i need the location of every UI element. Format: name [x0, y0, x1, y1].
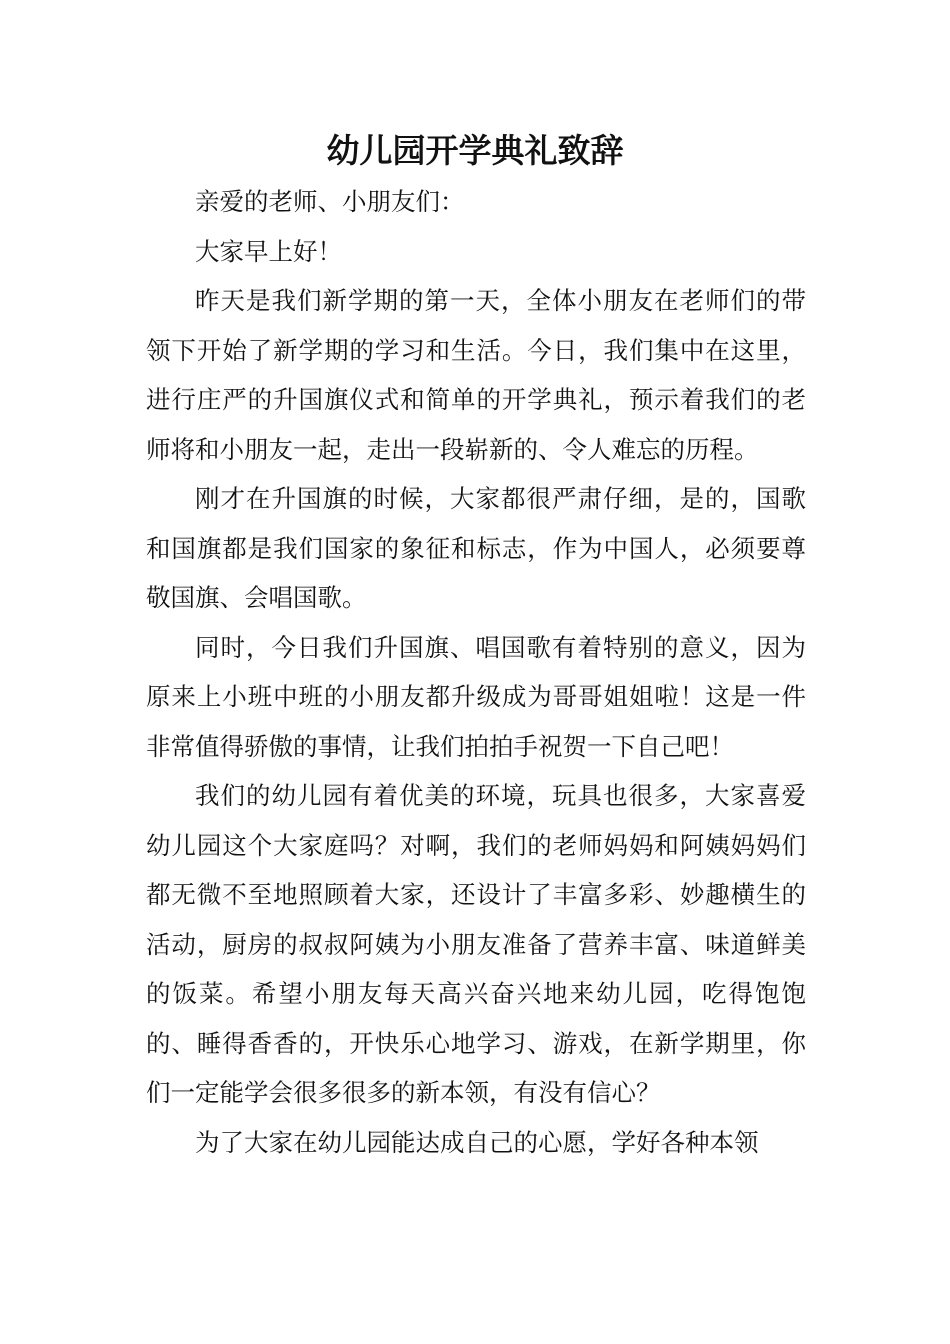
paragraph: 我们的幼儿园有着优美的环境，玩具也很多，大家喜爱幼儿园这个大家庭吗？对啊，我们的老师妈妈和阿姨妈妈们都无微不至地照顾着大家，还设计了丰富多彩、妙趣横生的活动，厨房的叔叔阿姨为小朋友准备了营养丰富、味道鲜美的饭菜。希望小朋友每天高兴奋兴地来幼儿园，吃得饱饱的、睡得香香的，开快乐心地学习、游戏，在新学期里，你们一定能学会很多很多的新本领，有没有信心？ [146, 781, 806, 1107]
paragraph: 刚才在升国旗的时候，大家都很严肃仔细，是的，国歌和国旗都是我们国家的象征和标志，作为中国人，必须要尊敬国旗、会唱国歌。 [146, 484, 806, 612]
document-title: 幼儿园开学典礼致辞 [326, 131, 624, 170]
paragraph: 昨天是我们新学期的第一天，全体小朋友在老师们的带领下开始了新学期的学习和生活。今日，我们集中在这里，进行庄严的升国旗仪式和简单的开学典礼，预示着我们的老师将和小朋友一起，走出一段崭新的、令人难忘的历程。 [146, 286, 806, 464]
document-body [146, 177, 806, 1167]
paragraph: 同时，今日我们升国旗、唱国歌有着特别的意义，因为原来上小班中班的小朋友都升级成为哥哥姐姐啦！这是一件非常值得骄傲的事情，让我们拍拍手祝贺一下自己吧！ [146, 632, 806, 761]
paragraph-greeting: 大家早上好！ [195, 236, 342, 266]
paragraph-salutation: 亲爱的老师、小朋友们： [195, 187, 465, 216]
paragraph: 为了大家在幼儿园能达成自己的心愿，学好各种本领 [195, 1127, 759, 1157]
